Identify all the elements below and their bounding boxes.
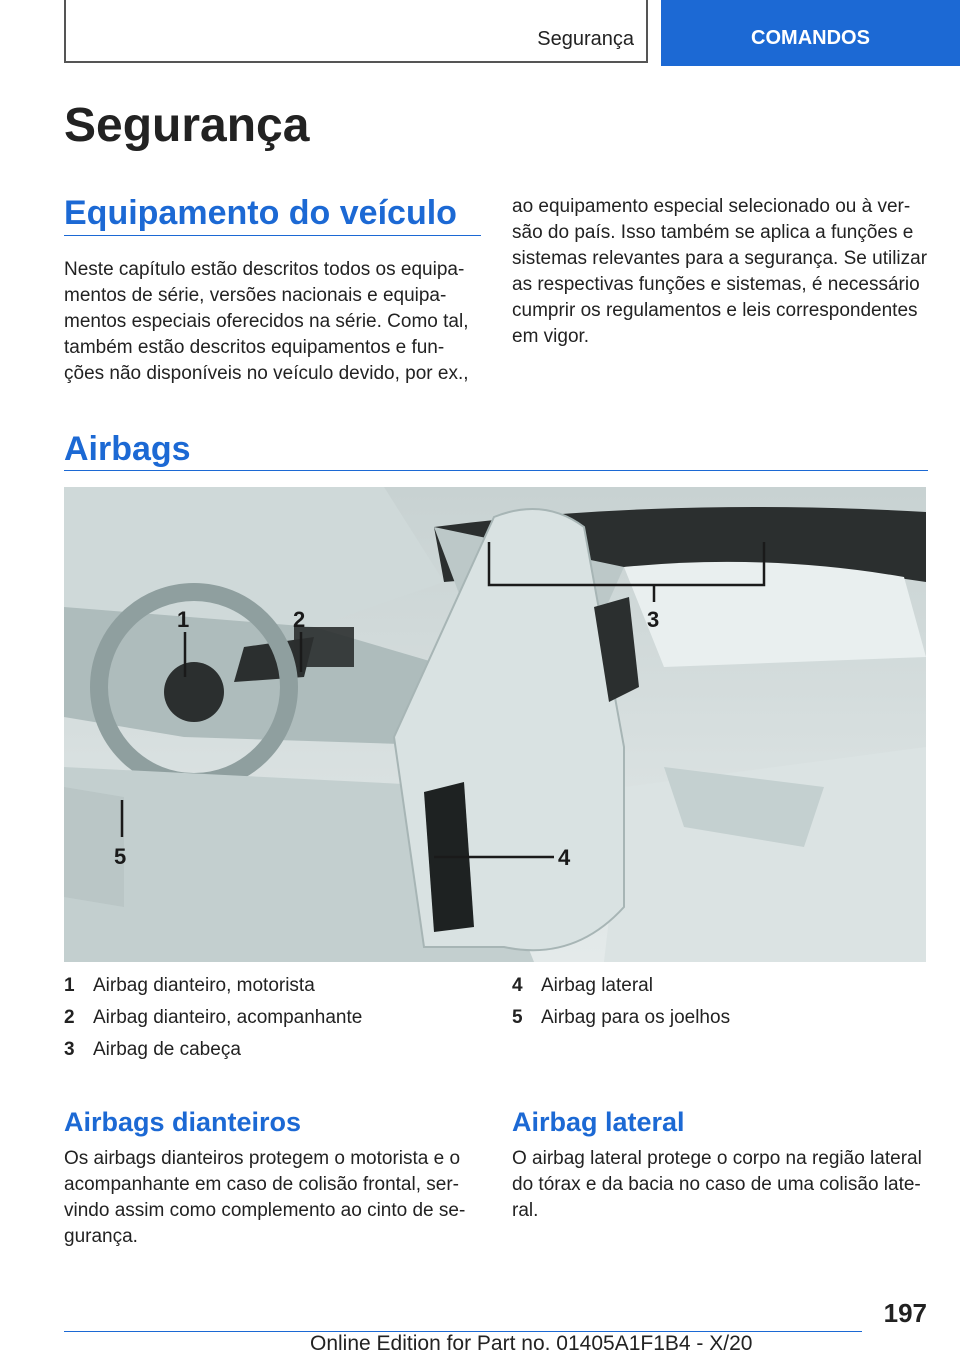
airbags-heading-rule (64, 470, 928, 471)
legend-label: Airbag lateral (541, 975, 653, 996)
equipment-heading: Equipamento do veículo (64, 194, 457, 232)
text-line: sistemas relevantes para a segurança. Se utilizar (512, 248, 928, 269)
side-airbag-heading: Airbag lateral (512, 1107, 685, 1137)
text-line: cumprir os regulamentos e leis correspondentes (512, 300, 918, 321)
legend-label: Airbag dianteiro, motorista (93, 975, 315, 996)
text-line: em vigor. (512, 326, 590, 347)
text-line: mentos de série, versões nacionais e equipa‐ (64, 285, 447, 306)
text-line: ções não disponíveis no veículo devido, por ex., (64, 363, 469, 384)
text-line: também estão descritos equipamentos e fun‐ (64, 337, 445, 358)
front-airbags-heading: Airbags dianteiros (64, 1107, 302, 1137)
text-line: ao equipamento especial selecionado ou à ver‐ (512, 196, 911, 217)
text-line: mentos especiais oferecidos na série. Como tal, (64, 311, 469, 332)
airbag-locations-illustration (64, 487, 926, 962)
list-item (512, 1002, 730, 1034)
list-item (512, 970, 730, 1002)
page-number: 197 (883, 1298, 927, 1328)
airbag-legend-right (512, 970, 730, 1034)
legend-number: 4 (512, 975, 523, 996)
text-line: O airbag lateral protege o corpo na região lateral (512, 1148, 922, 1169)
page-title: Segurança (64, 99, 310, 152)
text-line: Os airbags dianteiros protegem o motorista e o (64, 1148, 461, 1169)
callout-3: 3 (647, 607, 660, 632)
header-chapter-tab[interactable] (661, 0, 960, 66)
legend-number: 3 (64, 1039, 75, 1060)
list-item (64, 970, 362, 1002)
text-line: do tórax e da bacia no caso de uma colisão late‐ (512, 1174, 921, 1195)
header-section-label: Segurança (537, 28, 634, 50)
callout-5: 5 (114, 844, 127, 869)
airbag-legend-left (64, 970, 362, 1066)
airbags-heading: Airbags (64, 430, 191, 468)
legend-label: Airbag para os joelhos (541, 1007, 731, 1028)
callout-4: 4 (558, 845, 571, 870)
footer-edition: Online Edition for Part no. 01405A1F1B4 - X/20 (310, 1332, 753, 1355)
list-item (64, 1034, 362, 1066)
text-line: acompanhante em caso de colisão frontal, ser‐ (64, 1174, 459, 1195)
legend-number: 1 (64, 975, 75, 996)
legend-label: Airbag de cabeça (93, 1039, 241, 1060)
list-item (64, 1002, 362, 1034)
equipment-text-right (512, 194, 932, 350)
callout-1: 1 (177, 607, 190, 632)
car-interior-drawing (64, 487, 926, 962)
equipment-text-left (64, 257, 484, 387)
text-line: Neste capítulo estão descritos todos os equipa‐ (64, 259, 465, 280)
equipment-heading-rule (64, 235, 481, 236)
text-line: gurança. (64, 1226, 138, 1247)
legend-label: Airbag dianteiro, acompanhante (93, 1007, 363, 1028)
front-airbags-text (64, 1146, 484, 1250)
header-chapter-label: COMANDOS (751, 26, 870, 49)
legend-number: 2 (64, 1007, 75, 1028)
callout-2: 2 (293, 607, 306, 632)
text-line: as respectivas funções e sistemas, é necessário (512, 274, 920, 295)
legend-number: 5 (512, 1007, 523, 1028)
text-line: vindo assim como complemento ao cinto de se‐ (64, 1200, 466, 1221)
text-line: ral. (512, 1200, 539, 1221)
side-airbag-text (512, 1146, 932, 1224)
text-line: são do país. Isso também se aplica a funções e (512, 222, 914, 243)
